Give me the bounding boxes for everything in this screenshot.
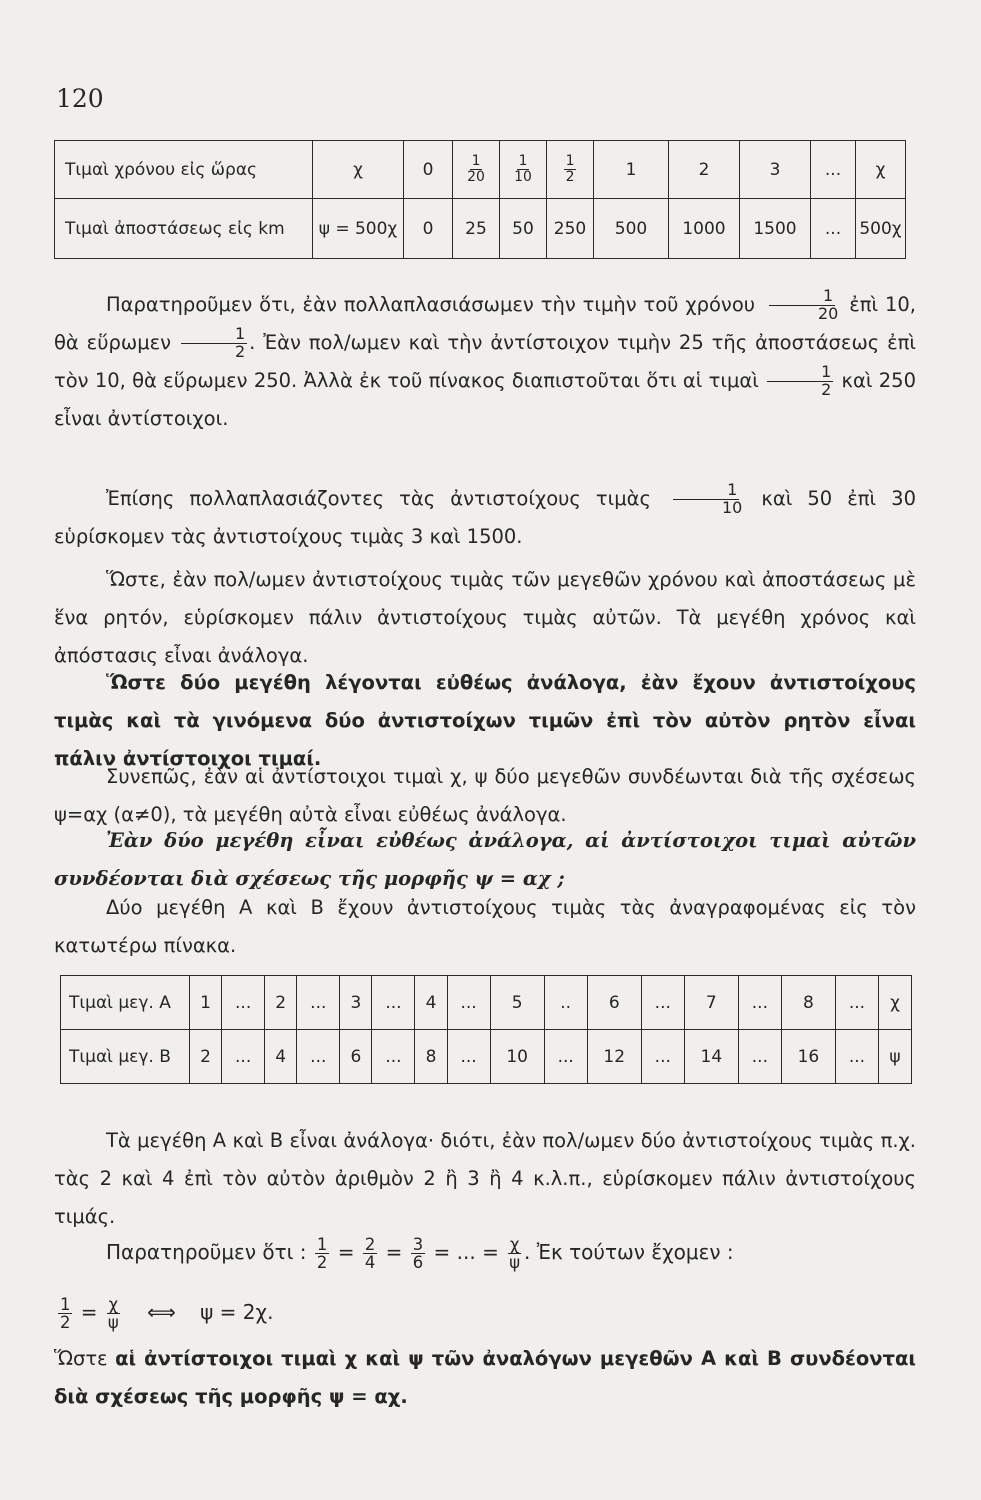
table-cell: 4 bbox=[265, 1030, 297, 1084]
time-cell bbox=[547, 141, 594, 199]
equation-equivalence: $\frac{1}{2}$ = $\frac{\chi}{\psi}$ ⟺ ψ = 2χ. bbox=[60, 1294, 274, 1332]
table-cell: 5 bbox=[490, 976, 544, 1030]
distance-cell: 1500 bbox=[740, 199, 811, 259]
table-cell: ... bbox=[544, 1030, 587, 1084]
fraction: $\frac{1}{2}$ bbox=[60, 1294, 71, 1332]
time-cell bbox=[453, 141, 500, 199]
table-cell: 7 bbox=[684, 976, 738, 1030]
fraction: $\frac{1}{10}$ bbox=[514, 153, 532, 185]
table-cell: 1 bbox=[190, 976, 222, 1030]
distance-cell: 1000 bbox=[669, 199, 740, 259]
equivalence-arrow: ⟺ bbox=[147, 1300, 176, 1324]
distance-cell: 500χ bbox=[856, 199, 906, 259]
time-variable: χ bbox=[313, 141, 404, 199]
magnitude-b-row bbox=[61, 1030, 912, 1084]
distance-cell: 500 bbox=[594, 199, 669, 259]
distance-formula: ψ = 500χ bbox=[313, 199, 404, 259]
table-cell: .. bbox=[544, 976, 587, 1030]
fraction: $\frac{1}{2}$ bbox=[316, 1234, 328, 1272]
table-cell: 12 bbox=[587, 1030, 641, 1084]
fraction: $\frac{1}{20}$ bbox=[467, 153, 485, 185]
distance-cell: ... bbox=[811, 199, 856, 259]
fraction: $\frac{\chi}{\psi}$ bbox=[107, 1294, 119, 1332]
fraction: $\frac{1}{2}$ bbox=[767, 364, 833, 399]
table-cell: ... bbox=[641, 1030, 684, 1084]
magnitude-a-label: Τιμαὶ μεγ. Α bbox=[61, 976, 190, 1030]
table-cell: ... bbox=[835, 976, 878, 1030]
time-cell: 3 bbox=[740, 141, 811, 199]
magnitude-b-label: Τιμαὶ μεγ. Β bbox=[61, 1030, 190, 1084]
time-row bbox=[55, 141, 906, 199]
table-cell: ψ bbox=[879, 1030, 912, 1084]
distance-row bbox=[55, 199, 906, 259]
time-cell: χ bbox=[856, 141, 906, 199]
paragraph-also: Ἐπίσης πολλαπλασιάζοντες τὰς ἀντιστοίχους τιμὰς $\frac{1}{10}$ καὶ 50 ἐπὶ 30 εὑρίσκομεν τὰς ἀντιστοίχους τιμὰς 3 καὶ 1500. bbox=[54, 480, 916, 548]
time-cell: 0 bbox=[404, 141, 453, 199]
distance-cell: 0 bbox=[404, 199, 453, 259]
table-cell: ... bbox=[297, 1030, 340, 1084]
table-cell: 6 bbox=[587, 976, 641, 1030]
conclusion: Ὥστε αἱ ἀντίστοιχοι τιμαὶ χ καὶ ψ τῶν ἀναλόγων μεγεθῶν Α καὶ Β συνδέονται διὰ σχέσεως τῆς μορφῆς ψ = αχ. bbox=[54, 1347, 916, 1408]
time-cell: ... bbox=[811, 141, 856, 199]
table-cell: ... bbox=[222, 976, 265, 1030]
table-cell: ... bbox=[447, 976, 490, 1030]
paragraph-magnitudes-proportional: Τὰ μεγέθη Α καὶ Β εἶναι ἀνάλογα· διότι, ἐὰν πολ/ωμεν δύο ἀντιστοίχους τιμὰς π.χ. τὰς 2 καὶ 4 ἐπὶ τὸν αὐτὸν ἀριθμὸν 2 ἢ 3 ἢ 4 κ.λ.π., εὑρίσκομεν πάλιν ἀντιστοίχους τιμάς. bbox=[54, 1129, 916, 1228]
distance-cell: 25 bbox=[453, 199, 500, 259]
page-number: 120 bbox=[56, 84, 104, 113]
paragraph-observation: Παρατηροῦμεν ὅτι, ἐὰν πολλαπλασιάσωμεν τὴν τιμὴν τοῦ χρόνου $\frac{1}{20}$ ἐπὶ 10, θὰ εὕρωμεν $\frac{1}{2}$ . Ἐὰν πολ/ωμεν καὶ τὴν ἀντίστοιχον τιμὴν 25 τῆς ἀποστάσεως ἐπὶ τὸν 10, θὰ εὕρωμεν 250. Ἀλλὰ ἐκ τοῦ πίνακος διαπιστοῦται ὅτι αἱ τιμαὶ $\frac{1}{2}$ καὶ 250 εἶναι ἀντίστοιχοι. bbox=[54, 286, 916, 430]
time-cell: 2 bbox=[669, 141, 740, 199]
table-cell: ... bbox=[222, 1030, 265, 1084]
equation-ratios: Παρατηροῦμεν ὅτι : $\frac{1}{2}$ = $\frac{2}{4}$ = $\frac{3}{6}$ = ... = $\frac{\chi}{\psi}$ . Ἐκ τούτων ἔχομεν : bbox=[106, 1234, 734, 1272]
table-cell: ... bbox=[738, 976, 781, 1030]
time-cell: 1 bbox=[594, 141, 669, 199]
table-cell: 16 bbox=[781, 1030, 835, 1084]
fraction: $\frac{1}{20}$ bbox=[764, 288, 840, 323]
table-cell: 3 bbox=[340, 976, 372, 1030]
table-cell: ... bbox=[447, 1030, 490, 1084]
fraction: $\frac{1}{2}$ bbox=[181, 326, 247, 361]
table-cell: ... bbox=[641, 976, 684, 1030]
question-proportional: Ἐὰν δύο μεγέθη εἶναι εὐθέως ἀνάλογα, αἱ ἀντίστοιχοι τιμαὶ αὐτῶν συνδέονται διὰ σχέσεως τῆς μορφῆς ψ = αχ ; bbox=[54, 829, 916, 890]
paragraph-therefore: Ὥστε, ἐὰν πολ/ωμεν ἀντιστοίχους τιμὰς τῶν μεγεθῶν χρόνου καὶ ἀποστάσεως μὲ ἕνα ρητόν, εὑρίσκομεν πάλιν ἀντιστοίχους τιμὰς αὐτῶν. Τὰ μεγέθη χρόνος καὶ ἀπόστασις εἶναι ἀνάλογα. bbox=[54, 568, 916, 667]
fraction: $\frac{3}{6}$ bbox=[412, 1234, 424, 1272]
table-cell: 14 bbox=[684, 1030, 738, 1084]
table-cell: ... bbox=[372, 976, 415, 1030]
paragraph-consequently: Συνεπῶς, ἐὰν αἱ ἀντίστοιχοι τιμαὶ χ, ψ δύο μεγεθῶν συνδέωνται διὰ τῆς σχέσεως ψ=αχ (α≠0), τὰ μεγέθη αὐτὰ εἶναι εὐθέως ἀνάλογα. bbox=[54, 765, 916, 826]
definition-proportional: Ὥστε δύο μεγέθη λέγονται εὐθέως ἀνάλογα, ἐὰν ἔχουν ἀντιστοίχους τιμὰς καὶ τὰ γινόμενα δύο ἀντιστοίχων τιμῶν ἐπὶ τὸν αὐτὸν ρητὸν εἶναι πάλιν ἀντίστοιχοι τιμαί. bbox=[54, 671, 916, 770]
magnitude-a-row bbox=[61, 976, 912, 1030]
table-cell: ... bbox=[372, 1030, 415, 1084]
distance-cell: 50 bbox=[500, 199, 547, 259]
time-row-label: Τιμαὶ χρόνου εἰς ὥρας bbox=[55, 141, 313, 199]
table-cell: 6 bbox=[340, 1030, 372, 1084]
fraction: $\frac{1}{10}$ bbox=[668, 482, 744, 517]
table-cell: 2 bbox=[190, 1030, 222, 1084]
time-distance-table bbox=[54, 140, 906, 259]
distance-cell: 250 bbox=[547, 199, 594, 259]
table-cell: 8 bbox=[781, 976, 835, 1030]
fraction: $\frac{\chi}{\psi}$ bbox=[509, 1234, 521, 1272]
time-cell bbox=[500, 141, 547, 199]
magnitudes-table bbox=[60, 975, 912, 1084]
table-cell: χ bbox=[879, 976, 912, 1030]
distance-row-label: Τιμαὶ ἀποστάσεως εἰς km bbox=[55, 199, 313, 259]
table-cell: ... bbox=[297, 976, 340, 1030]
fraction: $\frac{2}{4}$ bbox=[364, 1234, 376, 1272]
paragraph-two-magnitudes: Δύο μεγέθη Α καὶ Β ἔχουν ἀντιστοίχους τιμὰς τὰς ἀναγραφομένας εἰς τὸν κατωτέρω πίνακα. bbox=[54, 896, 916, 957]
table-cell: 10 bbox=[490, 1030, 544, 1084]
table-cell: ... bbox=[738, 1030, 781, 1084]
table-cell: 4 bbox=[415, 976, 447, 1030]
fraction: $\frac{1}{2}$ bbox=[565, 153, 575, 185]
table-cell: ... bbox=[835, 1030, 878, 1084]
table-cell: 2 bbox=[265, 976, 297, 1030]
table-cell: 8 bbox=[415, 1030, 447, 1084]
